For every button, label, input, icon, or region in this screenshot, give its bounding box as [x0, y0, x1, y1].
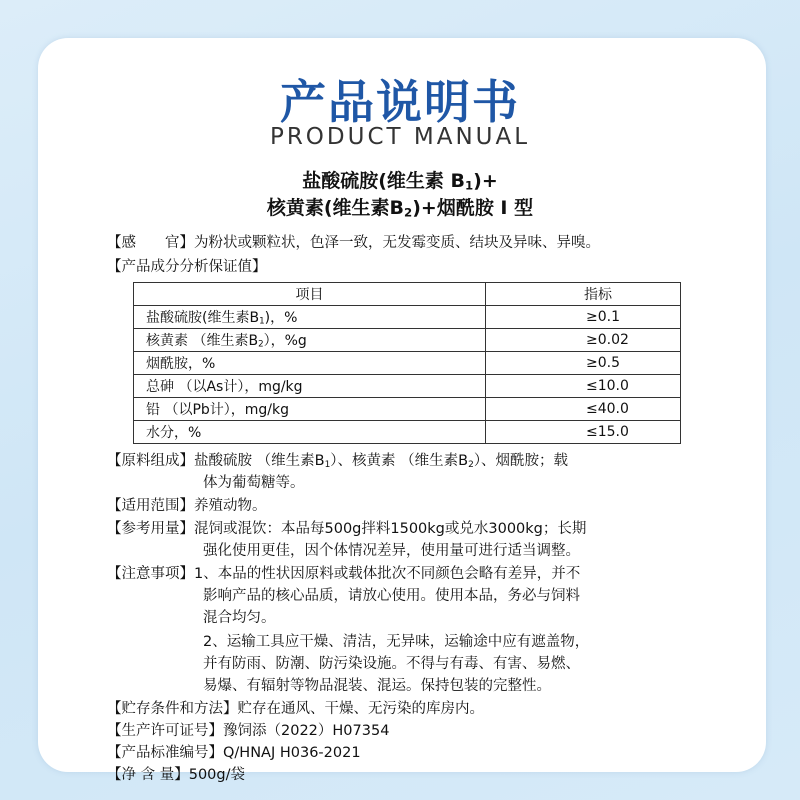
- analysis-label: 【产品成分分析保证值】: [107, 259, 267, 275]
- sensory-row: [107, 232, 600, 254]
- table-row: 总砷 （以As计），mg/kg ≤10.0: [134, 375, 681, 398]
- notes-line3: 混合均匀。: [203, 610, 276, 626]
- notes-line4: 2、运输工具应干燥、清洁，无异味，运输途中应有遮盖物，: [203, 634, 590, 650]
- table-row: 水分，% ≤15.0: [134, 421, 681, 444]
- table-row: 核黄素 （维生素$B_2$），%g ≥0.02: [134, 329, 681, 352]
- standard-row: 【产品标准编号】Q/HNAJ H036-2021: [107, 745, 361, 761]
- storage-row: 【贮存条件和方法】贮存在通风、干燥、无污染的库房内。: [107, 701, 484, 717]
- license-row: 【生产许可证号】豫饲添（2022）H07354: [107, 723, 390, 739]
- scope-label: 【适用范围】: [107, 498, 194, 514]
- table-row: 盐酸硫胺(维生素$B_1$)，% ≥0.1: [134, 306, 681, 329]
- sensory-text: 为粉状或颗粒状，色泽一致，无发霉变质、结块及异味、异嗅。: [194, 235, 600, 251]
- dosage-row: 【参考用量】混饲或混饮：本品每500g拌料1500kg或兑水3000kg；长期: [107, 521, 587, 537]
- net-content-row: 【净 含 量】500g/袋: [107, 767, 245, 783]
- product-name-line2: 核黄素(维生素$B_2)+$烟酰胺 I 型: [266, 197, 534, 220]
- notes-line5: 并有防雨、防潮、防污染设施。不得与有毒、有害、易燃、: [203, 656, 580, 672]
- table-header-spec: 指标: [486, 283, 681, 306]
- net-content-label: 【净 含 量】: [107, 767, 189, 783]
- table-row: 铅 （以Pb计），mg/kg ≤40.0: [134, 398, 681, 421]
- notes-line2: 影响产品的核心品质，请放心使用。使用本品，务必与饲料: [203, 588, 580, 604]
- sensory-label: 【感 官】: [107, 235, 194, 251]
- table-header-item: 项目: [134, 283, 486, 306]
- product-name-line1: 盐酸硫胺(维生素 $B_1)+$: [302, 170, 498, 193]
- raw-materials-line2: 体为葡萄糖等。: [203, 475, 305, 491]
- notes-line6: 易爆、有辐射等物品混装、混运。保持包装的完整性。: [203, 678, 551, 694]
- table-header-row: [134, 283, 681, 306]
- dosage-line2: 强化使用更佳，因个体情况差异，使用量可进行适当调整。: [203, 543, 580, 559]
- license-label: 【生产许可证号】: [107, 723, 223, 739]
- page-title: 产品说明书: [280, 75, 520, 129]
- raw-materials-row: 【原料组成】盐酸硫胺 （维生素$B_1$）、核黄素 （维生素$B_2$）、烟酰胺；载: [107, 453, 569, 470]
- composition-table: [133, 282, 681, 444]
- scope-row: 【适用范围】养殖动物。: [107, 498, 267, 514]
- standard-label: 【产品标准编号】: [107, 745, 223, 761]
- page-subtitle: PRODUCT MANUAL: [269, 124, 531, 150]
- notes-label: 【注意事项】: [107, 566, 194, 582]
- table-row: 烟酰胺，% ≥0.5: [134, 352, 681, 375]
- notes-row: 【注意事项】1、本品的性状因原料或载体批次不同颜色会略有差异，并不: [107, 566, 581, 582]
- raw-materials-label: 【原料组成】: [107, 453, 194, 469]
- dosage-label: 【参考用量】: [107, 521, 194, 537]
- storage-label: 【贮存条件和方法】: [107, 701, 238, 717]
